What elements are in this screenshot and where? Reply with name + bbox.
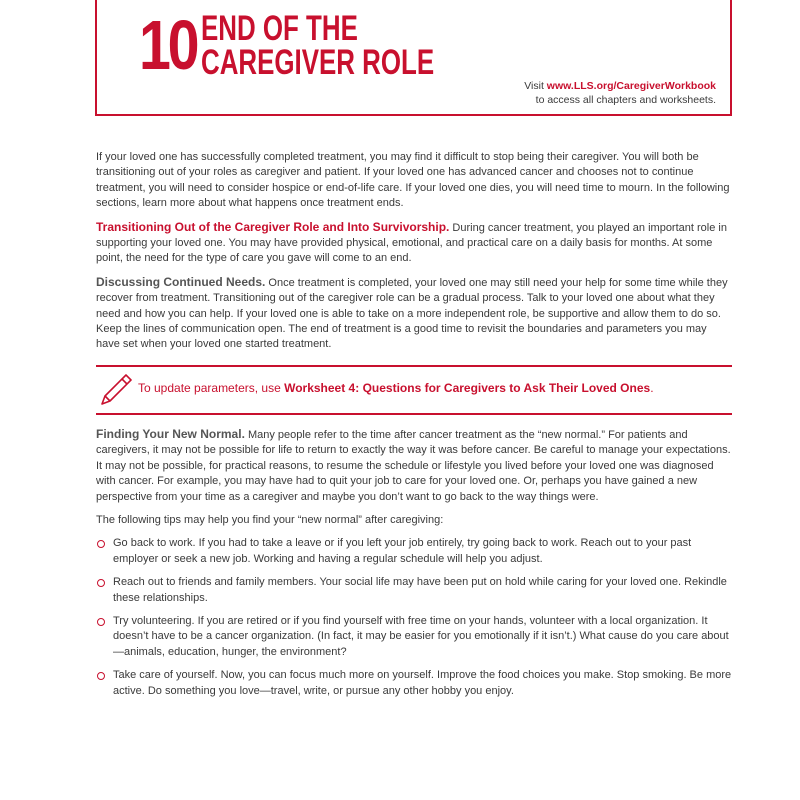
tips-intro: The following tips may help you find your “new normal” after caregiving: bbox=[96, 513, 444, 526]
chapter-title-line-2: CAREGIVER ROLE bbox=[201, 43, 435, 82]
section-body: During cancer treatment, you played an important role in supporting your loved one. You may have provided physical, emotional, and practical care on a daily basis for months. At some point, the need for the type of care you gave will come to an end. bbox=[96, 221, 727, 265]
visit-suffix: to access all chapters and worksheets. bbox=[535, 94, 716, 106]
section-transitioning bbox=[96, 220, 732, 267]
intro-paragraph: If your loved one has successfully completed treatment, you may find it difficult to stop being their caregiver. You will both be transitioning out of your roles as caregiver and patient. If your loved one has advanced cancer and chooses not to continue treatment, you will need to consider hospice or end-of-life care. If your loved one dies, you will need time to mourn. In the following sections, learn more about what happens once treatment ends. bbox=[96, 151, 730, 210]
chapter-header bbox=[95, 0, 732, 116]
list-item bbox=[96, 536, 732, 567]
visit-note bbox=[524, 79, 716, 107]
circle-bullet-icon bbox=[97, 579, 105, 587]
section-body: Once treatment is completed, your loved one may still need your help for some time while they recover from treatment. Transitioning out of the caregiver role can be a gradual process. Talk to your loved one about what they need and how you can help. If your loved one is able to take on a more independent role, be supportive and allow them to do so. Keep the lines of communication open. The end of treatment is a good time to revisit the boundaries and parameters you may have set when your loved one started treatment. bbox=[96, 276, 728, 351]
chapter-title-line-1: END OF THE bbox=[201, 9, 358, 48]
section-body: Many people refer to the time after cancer treatment as the “new normal.” For patients and caregivers, it may not be possible for life to return to exactly the way it was before cancer. Be careful to manage your expectations. It may not be possible, for practical reasons, to resume the schedule or lifestyle you lived before your loved one was diagnosed with cancer. For example, you may have had to quit your job to care for your loved one. Or, perhaps you have gained a new perspective from your time as a caregiver and maybe you don’t want to go back to the way things were. bbox=[96, 428, 731, 503]
section-heading: Finding Your New Normal. bbox=[96, 426, 245, 441]
visit-prefix: Visit bbox=[524, 80, 547, 92]
workbook-link[interactable]: www.LLS.org/CaregiverWorkbook bbox=[546, 80, 716, 92]
tip-text: Take care of yourself. Now, you can focus much more on yourself. Improve the food choices you make. Stop smoking. Be more active. Do something you love—travel, write, or pursue any other hobby you enjoy. bbox=[113, 669, 732, 697]
worksheet-suffix: . bbox=[650, 380, 654, 395]
tip-text: Reach out to friends and family members. Your social life may have been put on hold while caring for your loved one. Rekindle these relationships. bbox=[113, 576, 727, 604]
section-new-normal bbox=[96, 427, 732, 505]
section-continued-needs bbox=[96, 275, 732, 353]
circle-bullet-icon bbox=[97, 540, 105, 548]
pencil-icon bbox=[96, 370, 136, 410]
worksheet-prefix: To update parameters, use bbox=[138, 380, 285, 395]
list-item bbox=[96, 668, 732, 699]
worksheet-callout bbox=[96, 365, 732, 415]
circle-bullet-icon bbox=[97, 618, 105, 626]
tip-text: Try volunteering. If you are retired or if you find yourself with free time on your hands, volunteer with a local organization. It doesn’t have to be a cancer organization. (In fact, it may be easier for you emotionally if it isn’t.) What cause do you care about—animals, education, hunger, the environment? bbox=[113, 614, 729, 658]
worksheet-text bbox=[138, 381, 654, 396]
worksheet-4-link[interactable]: Worksheet 4: Questions for Caregivers to Ask Their Loved Ones bbox=[284, 380, 651, 395]
chapter-content bbox=[96, 150, 732, 707]
tips-list bbox=[96, 536, 732, 699]
tip-text: Go back to work. If you had to take a leave or if you left your job entirely, try going back to work. Reach out to your past employer or seek a new job. Working and having a regular schedule will help you adjust. bbox=[113, 537, 692, 565]
section-heading: Discussing Continued Needs. bbox=[96, 274, 266, 289]
list-item bbox=[96, 575, 732, 606]
chapter-title bbox=[201, 9, 435, 82]
section-heading: Transitioning Out of the Caregiver Role and Into Survivorship. bbox=[96, 219, 450, 234]
circle-bullet-icon bbox=[97, 672, 105, 680]
list-item bbox=[96, 614, 732, 660]
chapter-number: 10 bbox=[139, 6, 197, 84]
